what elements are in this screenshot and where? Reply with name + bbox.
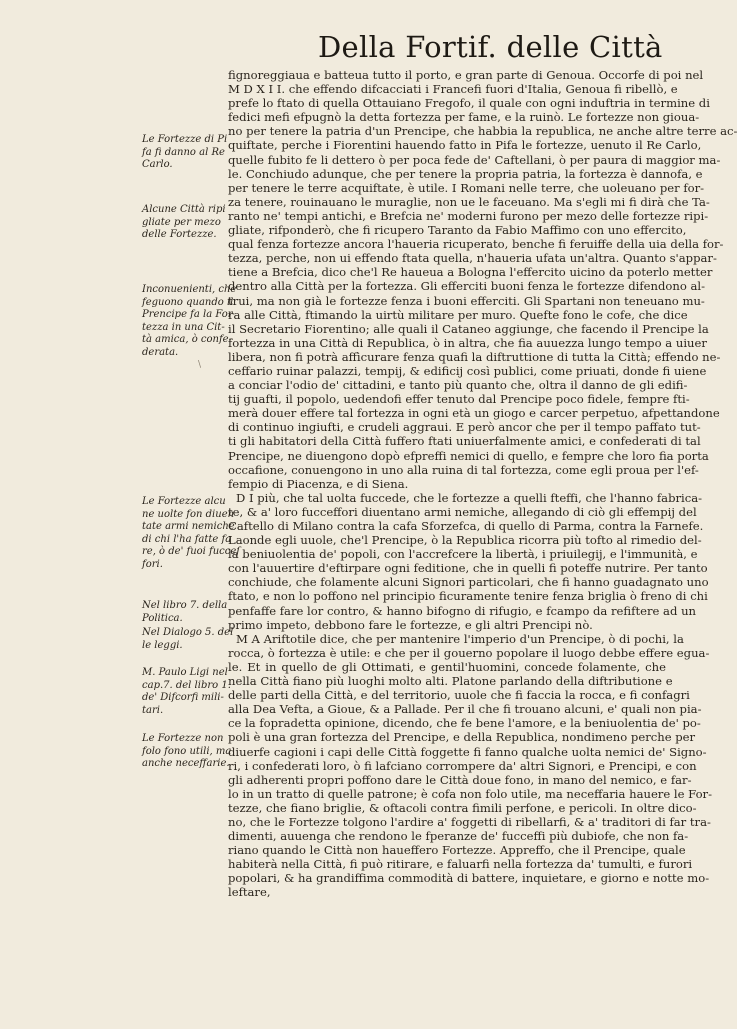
margin-note-line: Le Fortezze di Pi (142, 134, 228, 145)
text-line: quiftate, perche i Fiorentini hauendo fatto in Pifa le fortezze, uenuto il Re Carlo, (228, 138, 702, 153)
margin-note-line: Le Fortezze alcu (142, 496, 226, 507)
text-line: fempio di Piacenza, e di Siena. (228, 476, 409, 491)
text-line: no, che le Fortezze tolgono l'ardire a' foggetti di ribellarfi, & a' traditori di far tra- (228, 814, 711, 829)
margin-note-line: Politica. (142, 612, 183, 624)
margin-note-politica-ref (142, 600, 226, 625)
text-line: fedici mefi efpugnò la detta fortezza per fame, e la ruinò. Le fortezze non gioua- (228, 110, 700, 125)
margin-note-citta-ripigliate (142, 204, 226, 242)
text-line: tiene a Brefcia, dico che'l Re haueua a Bologna l'effercito uicino da poterlo metter (228, 265, 713, 280)
margin-note-line: re, ò de' fuoi fucceſ (142, 546, 241, 558)
margin-note-line: folo fono utili, ma (142, 745, 232, 757)
text-line: leftare, (228, 885, 271, 900)
margin-note-armi-nemiche (142, 496, 241, 572)
text-line: ri, i confederati loro, ò fi lafciano corrompere da' altri Signori, e Prencipi, e con (228, 758, 697, 773)
text-line: diuerfe cagioni i capi delle Città foggette fi fanno qualche uolta nemici de' Signo- (228, 744, 707, 759)
text-line: occafione, conuengono in uno alla ruina di tal fortezza, come egli proua per l'ef- (228, 462, 699, 477)
margin-note-line: Alcune Città ripi (142, 204, 226, 215)
margin-note-line: feguono quando il (142, 296, 234, 308)
margin-note-leggi-ref (142, 627, 234, 652)
margin-note-line: Inconuenienti, che (142, 284, 237, 295)
text-line: tezze, che fiano briglie, & oftacoli contra fimili perfone, e pericoli. In oltre dico- (228, 800, 697, 815)
margin-note-line: tate armi nemiche (142, 521, 235, 533)
margin-note-line: tari. (142, 704, 164, 716)
margin-note-line: ne uolte fon diuen (142, 508, 235, 520)
margin-note-inconuenienti (142, 284, 237, 360)
text-line: per tenere le terre acquiftate, è utile. I Romani nelle terre, che uoleuano per for- (228, 180, 705, 195)
text-line: te, & a' loro fucceffori diuentano armi nemiche, allegando di ciò gli effempij del (228, 504, 697, 519)
text-line: poli è una gran fortezza del Prencipe, e della Republica, nondimeno perche per (228, 730, 696, 745)
margin-note-line: fori. (142, 558, 163, 570)
text-line: la beniuolentia de' popoli, con l'accrefcere la libertà, i priuilegij, e l'immunità, e (228, 547, 698, 562)
text-line: ra alle Città, ftimando la uirtù militare per muro. Quefte fono le cofe, che dice (228, 307, 688, 322)
margin-note-line: Prencipe fa la For (142, 309, 233, 321)
text-line: primo impeto, debbono fare le fortezze, e gli altri Prencipi nò. (228, 617, 593, 632)
margin-note-fortezze-necessarie (142, 733, 232, 771)
margin-note-line: anche neceffarie. (142, 758, 230, 770)
text-line: riano quando le Città non haueffero Fortezze. Appreffo, che il Prencipe, quale (228, 843, 686, 858)
text-line: qual fenza fortezze ancora l'haueria ricuperato, benche fi feruiffe della uia della for- (228, 237, 724, 252)
margin-note-line: le leggi. (142, 639, 183, 651)
text-line: Caftello di Milano contra la cafa Sforzefca, di quello di Parma, contra la Farnefe. (228, 519, 704, 533)
text-line: di continuo ingiufti, e crudeli aggraui. E però ancor che per il tempo paffato tut- (228, 420, 701, 435)
margin-note-line: gliate per mezo (142, 216, 221, 228)
text-line: il Secretario Fiorentino; alle quali il Cataneo aggiunge, che facendo il Prencipe la (228, 321, 709, 336)
margin-note-paulo-ligi (142, 667, 231, 717)
margin-note-line: derata. (142, 346, 179, 358)
text-line: habiterà nella Città, fi può ritirare, e faluarfi nella fortezza da' tumulti, e furori (228, 857, 693, 872)
text-line: merà douer effere tal fortezza in ogni età un giogo e carcer perpetuo, afpettandone (228, 406, 720, 421)
margin-note-line: Carlo. (142, 159, 173, 171)
text-line: nella Città fiano più luoghi molto alti. Platone parlando della diftributione e (228, 674, 673, 689)
text-line: gliate, rifponderò, che fi ricupero Taranto da Fabio Maffimo con uno effercito, (228, 223, 687, 238)
text-line: alla Dea Vefta, a Gioue, & a Pallade. Per il che fi trouano alcuni, e' quali non pia- (228, 702, 702, 717)
text-line: dimenti, auuenga che rendono le fperanze de' fucceffi più dubiofe, che non fa- (228, 829, 689, 844)
margin-note-line: Le Fortezze non (142, 733, 224, 744)
text-line: ce la fopradetta opinione, dicendo, che fe bene l'amore, e la beniuolentia de' po- (228, 716, 701, 731)
text-line: popolari, & ha grandiffima commodità di battere, inquietare, e giorno e notte mo- (228, 871, 710, 886)
text-line: tij guafti, il popolo, uedendofi effer tenuto dal Prencipe poco fidele, fempre fti- (228, 392, 690, 407)
text-line: fignoreggiaua e batteua tutto il porto, e gran parte di Genoua. Occorfe di poi nel (228, 68, 704, 82)
text-line: con l'auuertire d'eftirpare ogni feditione, che in quelli fi poteffe nutrire. Per tanto (228, 561, 708, 576)
text-line: delle parti della Città, e del territorio, uuole che fi faccia la rocca, e fi confagri (228, 688, 690, 703)
text-line: za tenere, rouinauano le muraglie, non ue le faceuano. Ma s'egli mi fi dirà che Ta- (228, 194, 710, 209)
text-line: le. Conchiudo adunque, che per tenere la propria patria, la fortezza è dannofa, e (228, 166, 703, 181)
margin-note-line: de' Difcorfi mili- (142, 692, 224, 704)
text-line: penfaffe fare lor contro, & hanno bifogno di rifugio, e fcampo da refiftere ad un (228, 603, 697, 618)
text-line: ftato, e non lo poffono nel principio ficuramente tenire fenza briglia ò freno di chi (228, 589, 708, 604)
text-line: ceffario ruinar palazzi, tempij, & edificij così publici, come priuati, donde fi uiene (228, 363, 707, 378)
margin-note-line: delle Fortezze. (142, 229, 217, 241)
text-line: rocca, ò fortezza è utile: e che per il gouerno popolare il luogo debbe effere egua- (228, 645, 710, 660)
text-line: libera, non fi potrà affìcurare fenza quafi la diftruttione di tutta la Città; effendo ne- (228, 349, 721, 364)
margin-note-line: fa fi danno al Re (142, 146, 225, 158)
margin-note-line: di chi l'ha fatte fa (142, 533, 232, 545)
text-line: lo in un tratto di quelle patrone; è cofa non folo utile, ma neceffaria hauere le For- (228, 786, 713, 801)
text-line: tezza, perche, non ui effendo ftata quella, n'haueria ufata un'altra. Quanto s'appar- (228, 251, 717, 266)
text-line: prefe lo ftato di quella Ottauiano Fregofo, il quale con ogni induftria in termine di (228, 96, 710, 111)
fold-mark: \ (198, 360, 202, 370)
text-line: dentro alla Città per la fortezza. Gli efferciti buoni fenza le fortezze difendono al- (228, 279, 706, 294)
text-line: quelle fubito fe li dettero ò per poca fede de' Caftellani, ò per paura di maggior ma- (228, 152, 721, 167)
page-title: Della Fortif. delle Città (318, 30, 663, 64)
text-line: M A Ariftotile dice, che per mantenire l'imperio d'un Prencipe, ò di pochi, la (236, 631, 684, 646)
text-line: fortezza in una Città di Republica, ò in altra, che fia auuezza lungo tempo a uiuer (228, 335, 707, 350)
text-line: gli adherenti propri poffono dare le Città doue fono, in mano del nemico, e far- (228, 772, 692, 787)
text-line: conchiude, che folamente alcuni Signori particolari, che fi hanno guadagnato uno (228, 575, 709, 590)
margin-note-line: cap.7. del libro 1. (142, 679, 231, 691)
margin-note-fortezze-pisa (142, 134, 226, 172)
margin-note-line: Nel libro 7. della (142, 600, 228, 611)
text-line: D I più, che tal uolta fuccede, che le fortezze a quelli fteffi, che l'hanno fabrica- (236, 490, 703, 505)
text-line: a conciar l'odio de' cittadini, e tanto più quanto che, oltra il danno de gli edifi- (228, 378, 688, 393)
text-line: Laonde egli uuole, che'l Prencipe, ò la Republica ricorra più tofto al rimedio del- (228, 533, 702, 548)
margin-note-line: M. Paulo Ligi nel (142, 667, 228, 678)
text-line: Prencipe, ne diuengono dopò efpreffi nemici di quello, e fempre che loro fia porta (228, 448, 709, 463)
main-text-column (228, 68, 737, 900)
text-line: trui, ma non già le fortezze fenza i buoni efferciti. Gli Spartani non teneuano mu- (228, 293, 705, 308)
margin-note-line: tezza in una Cit- (142, 321, 225, 333)
margin-note-line: tà amica, ò confe- (142, 334, 232, 346)
text-line: M D X I I. che effendo difcacciati i Francefi fuori d'Italia, Genoua fi ribellò, e (228, 82, 678, 97)
margin-note-line: Nel Dialogo 5. del (142, 627, 234, 638)
text-line: no per tenere la patria d'un Prencipe, che habbia la republica, ne anche altre terre ac- (228, 124, 737, 139)
text-line: ti gli habitatori della Città fuffero ftati uniuerfalmente amici, e confederati di tal (228, 434, 701, 449)
text-line: ranto ne' tempi antichi, e Brefcia ne' moderni furono per mezo delle fortezze ripi- (228, 208, 709, 223)
text-line: le. Et in quello de gli Ottimati, e gentil'huomini, concede folamente, che (228, 659, 666, 674)
